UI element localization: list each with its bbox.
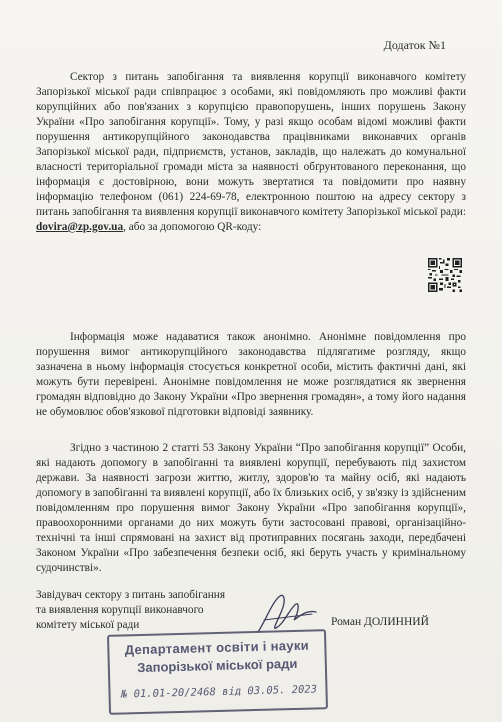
paragraph-contact-info bbox=[36, 70, 466, 235]
stamp-registration-number: № 01.01-20/2468 від 03.05. 2023 bbox=[120, 683, 318, 701]
signer-name: Роман ДОЛИННИЙ bbox=[331, 616, 429, 628]
annex-number: Додаток №1 bbox=[383, 38, 446, 52]
stamp-department: Департамент освіти і науки bbox=[124, 637, 310, 658]
email-link[interactable]: dovira@zp.gov.ua bbox=[36, 221, 124, 233]
paragraph-anonymous: Інформація може надаватися також анонімно. Анонімне повідомлення про порушення вимог антикорупційного законодавства підлягатиме розгляду, якщо зазначена в ньому інформація стосується конкретної особи, містить фактичні дані, які можуть бути перевірені. Анонімне повідомлення не може розглядатися як звернення громадян відповідно до Закону України «Про звернення громадян», а тому його надання не обумовлює обов'язкової підготовки відповіді заявнику. bbox=[36, 331, 466, 418]
stamp-council: Запорізької міської ради bbox=[137, 655, 298, 676]
signer-position: Завідувач сектору з питань запобігання та виявлення корупції виконавчого комітету міської ради bbox=[36, 589, 226, 631]
paragraph-contact-text: Сектор з питань запобігання та виявлення корупції виконавчого комітету Запорізької міської ради співпрацює з особами, які повідомляють про можливі факти корупційних або пов'язаних з корупцією правопорушень, інших порушень Закону України «Про запобігання корупції». Тому, у разі якщо особам відомі можливі факти порушення антикорупційного законодавства працівниками виконавчих органів Запорізької міської ради, підприємств, установ, закладів, що належать до комунальної власності територіальної громади міста за наявності обґрунтованого переконання, що інформація є достовірною, вони можуть звертатися та повідомити про наявну інформацію телефоном (061) 224-69-78, електронною поштою на адресу сектору з питань запобігання та виявлення корупції виконавчого комітету Запорізької міської ради: bbox=[36, 71, 466, 218]
qr-code-icon[interactable] bbox=[428, 258, 462, 292]
paragraph-protection: Згідно з частиною 2 статті 53 Закону України “Про запобігання корупції” Особи, які надають допомогу в запобіганні та виявлені корупції, перебувають під захистом держави. За наявності загрози життю, житлу, здоров'ю та майну осіб, які надають допомогу в запобіганні та виявлені корупції, або їх близьких осіб, у зв'язку із здійсненим повідомленням про порушення вимог Закону України «Про запобігання корупції», правоохоронними органами до них можуть бути застосовані правові, організаційно-технічні та інші спрямовані на захист від протиправних посягань заходи, передбачені Законом України «Про забезпечення безпеки осіб, які беруть участь у кримінальному судочинстві». bbox=[36, 442, 466, 574]
paragraph-qr-text: , або за допомогою QR-коду: bbox=[123, 221, 262, 233]
registration-stamp bbox=[107, 629, 328, 715]
